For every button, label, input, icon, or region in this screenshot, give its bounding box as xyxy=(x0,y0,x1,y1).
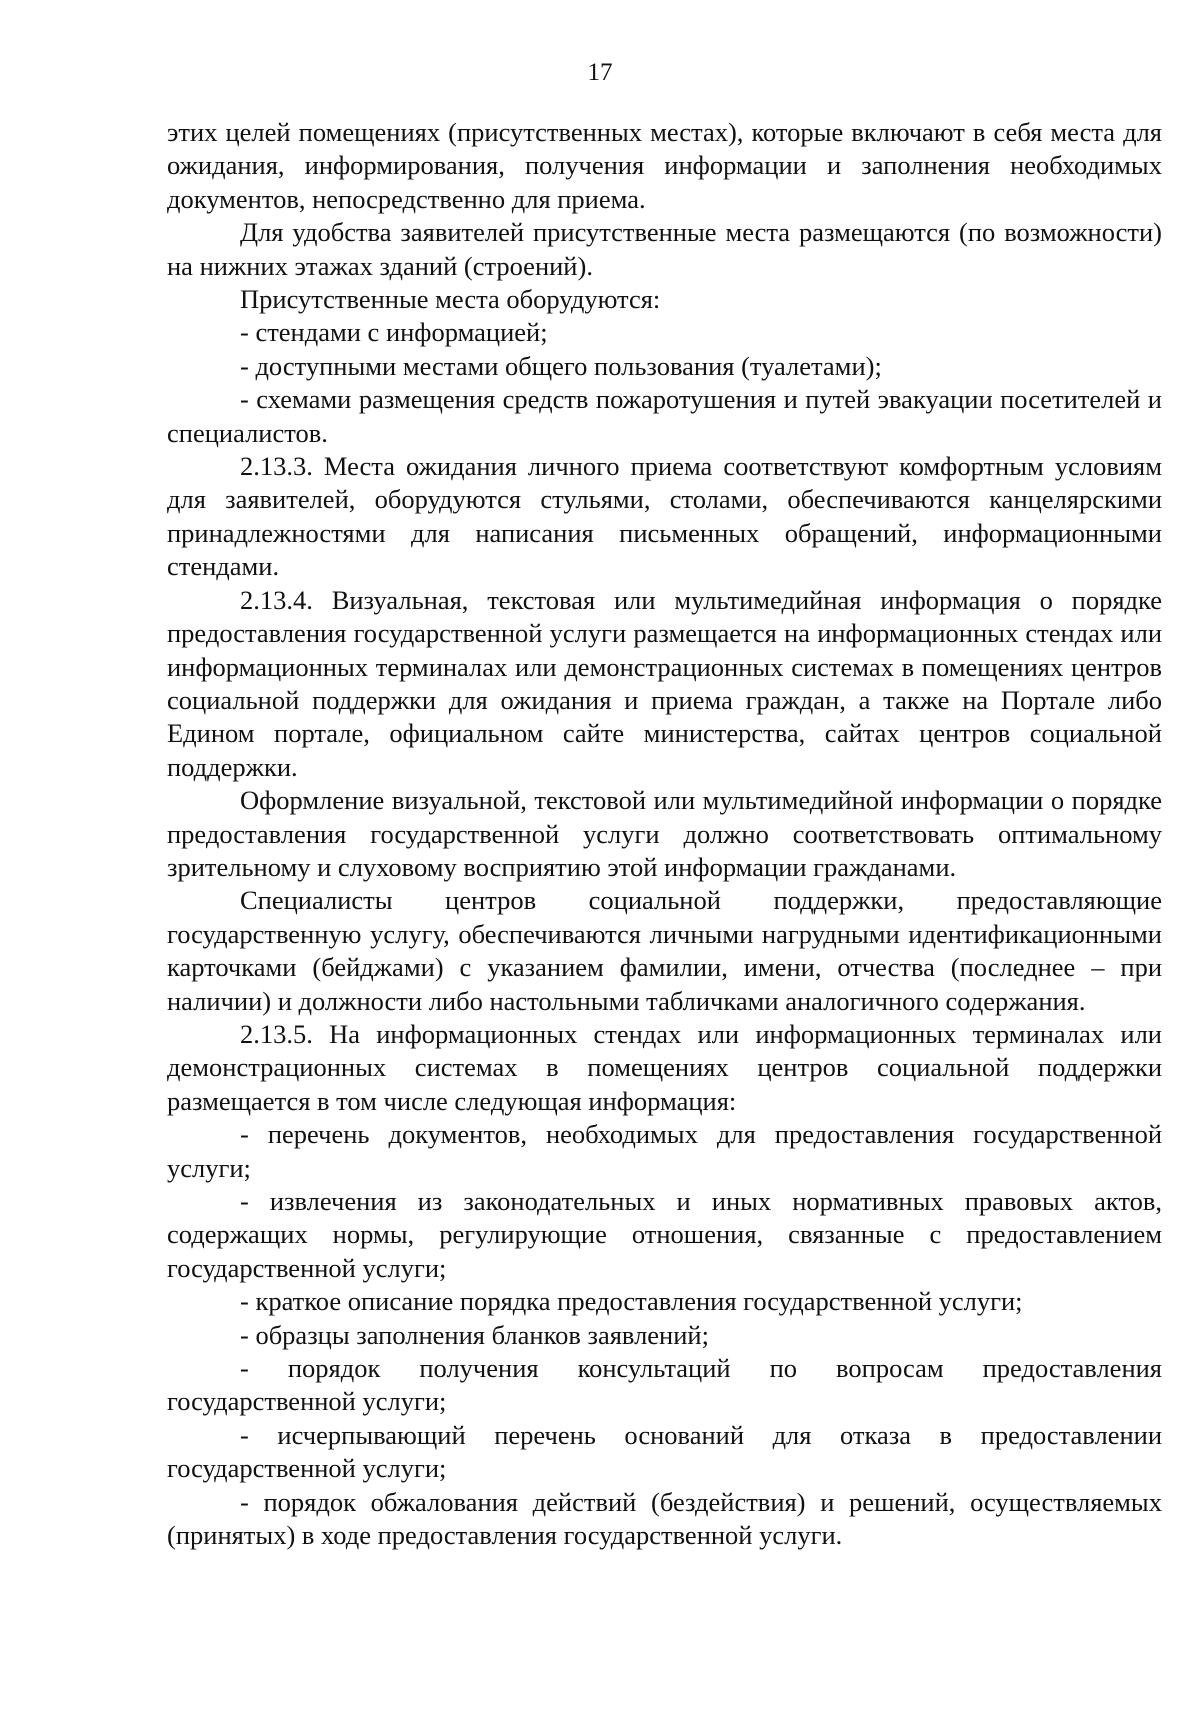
paragraph-2-13-5: 2.13.5. На информационных стендах или информационных терминалах или демонстрационных системах в помещениях центров социальной поддержки размещается в том числе следующая информация: xyxy=(167,1018,1162,1116)
paragraph-continuation: этих целей помещениях (присутственных местах), которые включают в себя места для ожидания, информирования, получения информации и заполнения необходимых документов, непосредственно для приема. xyxy=(167,117,1162,214)
list-item-toilets: - доступными местами общего пользования (туалетами); xyxy=(240,350,882,381)
list-item-appeal-procedure: - порядок обжалования действий (бездействия) и решений, осуществляемых (принятых) в ходе предоставления государственной услуги. xyxy=(167,1486,1162,1551)
page-number: 17 xyxy=(587,59,613,86)
paragraph-2-13-4: 2.13.4. Визуальная, текстовая или мультимедийная информация о порядке предоставления государственной услуги размещается на информационных стендах или информационных терминалах или демонстрационных системах в помещениях центров социальной поддержки для ожидания и приема граждан, а также на Портале либо Едином портале, официальном сайте министерства, сайтах центров социальной поддержки. xyxy=(167,584,1162,782)
list-item-procedure-description: - краткое описание порядка предоставления государственной услуги; xyxy=(240,1286,1023,1317)
list-item-stands: - стендами с информацией; xyxy=(240,317,548,348)
paragraph-design: Оформление визуальной, текстовой или мультимедийной информации о порядке предоставления государственной услуги должно соответствовать оптимальному зрительному и слуховому восприятию этой информации гражданами. xyxy=(167,785,1162,882)
list-item-evacuation-schemes: - схемами размещения средств пожаротушения и путей эвакуации посетителей и специалистов. xyxy=(167,384,1162,448)
paragraph-convenience: Для удобства заявителей присутственные места размещаются (по возможности) на нижних этажах зданий (строений). xyxy=(167,217,1162,281)
paragraph-specialists: Специалисты центров социальной поддержки, предоставляющие государственную услугу, обеспечиваются личными нагрудными идентификационными карточками (бейджами) с указанием фамилии, имени, отчества (последнее – при наличии) и должности либо настольными табличками аналогичного содержания. xyxy=(167,885,1162,1016)
list-item-consultations: - порядок получения консультаций по вопросам предоставления государственной услуги; xyxy=(167,1353,1162,1417)
paragraph-2-13-3: 2.13.3. Места ожидания личного приема соответствуют комфортным условиям для заявителей, оборудуются стульями, столами, обеспечиваются канцелярскими принадлежностями для написания письменных обращений, информационными стендами. xyxy=(167,451,1162,582)
list-item-legal-extracts: - извлечения из законодательных и иных нормативных правовых актов, содержащих нормы, регулирующие отношения, связанные с предоставлением государственной услуги; xyxy=(167,1186,1162,1283)
list-item-refusal-grounds: - исчерпывающий перечень оснований для отказа в предоставлении государственной услуги; xyxy=(167,1419,1162,1484)
document-body xyxy=(167,116,1162,1552)
list-item-documents: - перечень документов, необходимых для предоставления государственной услуги; xyxy=(167,1119,1162,1183)
list-item-form-samples: - образцы заполнения бланков заявлений; xyxy=(240,1319,709,1350)
paragraph-equipment-intro: Присутственные места оборудуются: xyxy=(240,284,661,315)
